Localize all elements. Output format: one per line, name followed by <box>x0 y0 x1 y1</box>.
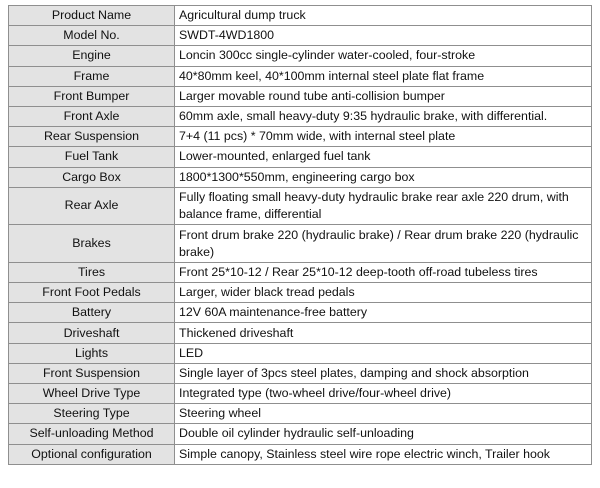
row-value: LED <box>175 343 592 363</box>
row-value: 7+4 (11 pcs) * 70mm wide, with internal steel plate <box>175 127 592 147</box>
row-label: Product Name <box>9 6 175 26</box>
row-value: Agricultural dump truck <box>175 6 592 26</box>
table-row <box>9 127 592 147</box>
row-value: Thickened driveshaft <box>175 323 592 343</box>
table-row <box>9 106 592 126</box>
row-value: Simple canopy, Stainless steel wire rope electric winch, Trailer hook <box>175 444 592 464</box>
row-label: Front Suspension <box>9 363 175 383</box>
row-label: Self-unloading Method <box>9 424 175 444</box>
table-row <box>9 323 592 343</box>
row-value: Front 25*10-12 / Rear 25*10-12 deep-tooth off-road tubeless tires <box>175 262 592 282</box>
table-row <box>9 46 592 66</box>
row-label: Front Bumper <box>9 86 175 106</box>
table-row <box>9 444 592 464</box>
table-row <box>9 26 592 46</box>
row-value: Lower-mounted, enlarged fuel tank <box>175 147 592 167</box>
row-label: Lights <box>9 343 175 363</box>
row-label: Frame <box>9 66 175 86</box>
table-row <box>9 6 592 26</box>
row-label: Model No. <box>9 26 175 46</box>
row-label: Cargo Box <box>9 167 175 187</box>
row-label: Driveshaft <box>9 323 175 343</box>
table-row <box>9 343 592 363</box>
row-value: 12V 60A maintenance-free battery <box>175 303 592 323</box>
table-row <box>9 86 592 106</box>
row-label: Front Foot Pedals <box>9 283 175 303</box>
row-label: Optional configuration <box>9 444 175 464</box>
row-value: Single layer of 3pcs steel plates, damping and shock absorption <box>175 363 592 383</box>
table-row <box>9 384 592 404</box>
table-row <box>9 147 592 167</box>
row-label: Steering Type <box>9 404 175 424</box>
row-value: Double oil cylinder hydraulic self-unloading <box>175 424 592 444</box>
row-value: Steering wheel <box>175 404 592 424</box>
table-row <box>9 303 592 323</box>
row-value: Loncin 300cc single-cylinder water-cooled, four-stroke <box>175 46 592 66</box>
row-value: Larger movable round tube anti-collision bumper <box>175 86 592 106</box>
table-row <box>9 404 592 424</box>
row-value: Integrated type (two-wheel drive/four-wheel drive) <box>175 384 592 404</box>
table-row <box>9 262 592 282</box>
row-value: 1800*1300*550mm, engineering cargo box <box>175 167 592 187</box>
row-label: Front Axle <box>9 106 175 126</box>
row-label: Rear Axle <box>9 187 175 225</box>
row-label: Rear Suspension <box>9 127 175 147</box>
table-row <box>9 283 592 303</box>
row-value: 40*80mm keel, 40*100mm internal steel plate flat frame <box>175 66 592 86</box>
row-value: Front drum brake 220 (hydraulic brake) / Rear drum brake 220 (hydraulic brake) <box>175 225 592 263</box>
row-label: Tires <box>9 262 175 282</box>
row-value: Larger, wider black tread pedals <box>175 283 592 303</box>
row-value: SWDT-4WD1800 <box>175 26 592 46</box>
spec-table <box>8 5 592 465</box>
table-row <box>9 167 592 187</box>
row-label: Wheel Drive Type <box>9 384 175 404</box>
row-value: 60mm axle, small heavy-duty 9:35 hydraulic brake, with differential. <box>175 106 592 126</box>
row-label: Battery <box>9 303 175 323</box>
table-row <box>9 424 592 444</box>
table-row <box>9 66 592 86</box>
row-value: Fully floating small heavy-duty hydraulic brake rear axle 220 drum, with balance frame, differential <box>175 187 592 225</box>
table-row <box>9 225 592 263</box>
row-label: Engine <box>9 46 175 66</box>
row-label: Brakes <box>9 225 175 263</box>
row-label: Fuel Tank <box>9 147 175 167</box>
table-row <box>9 363 592 383</box>
table-row <box>9 187 592 225</box>
